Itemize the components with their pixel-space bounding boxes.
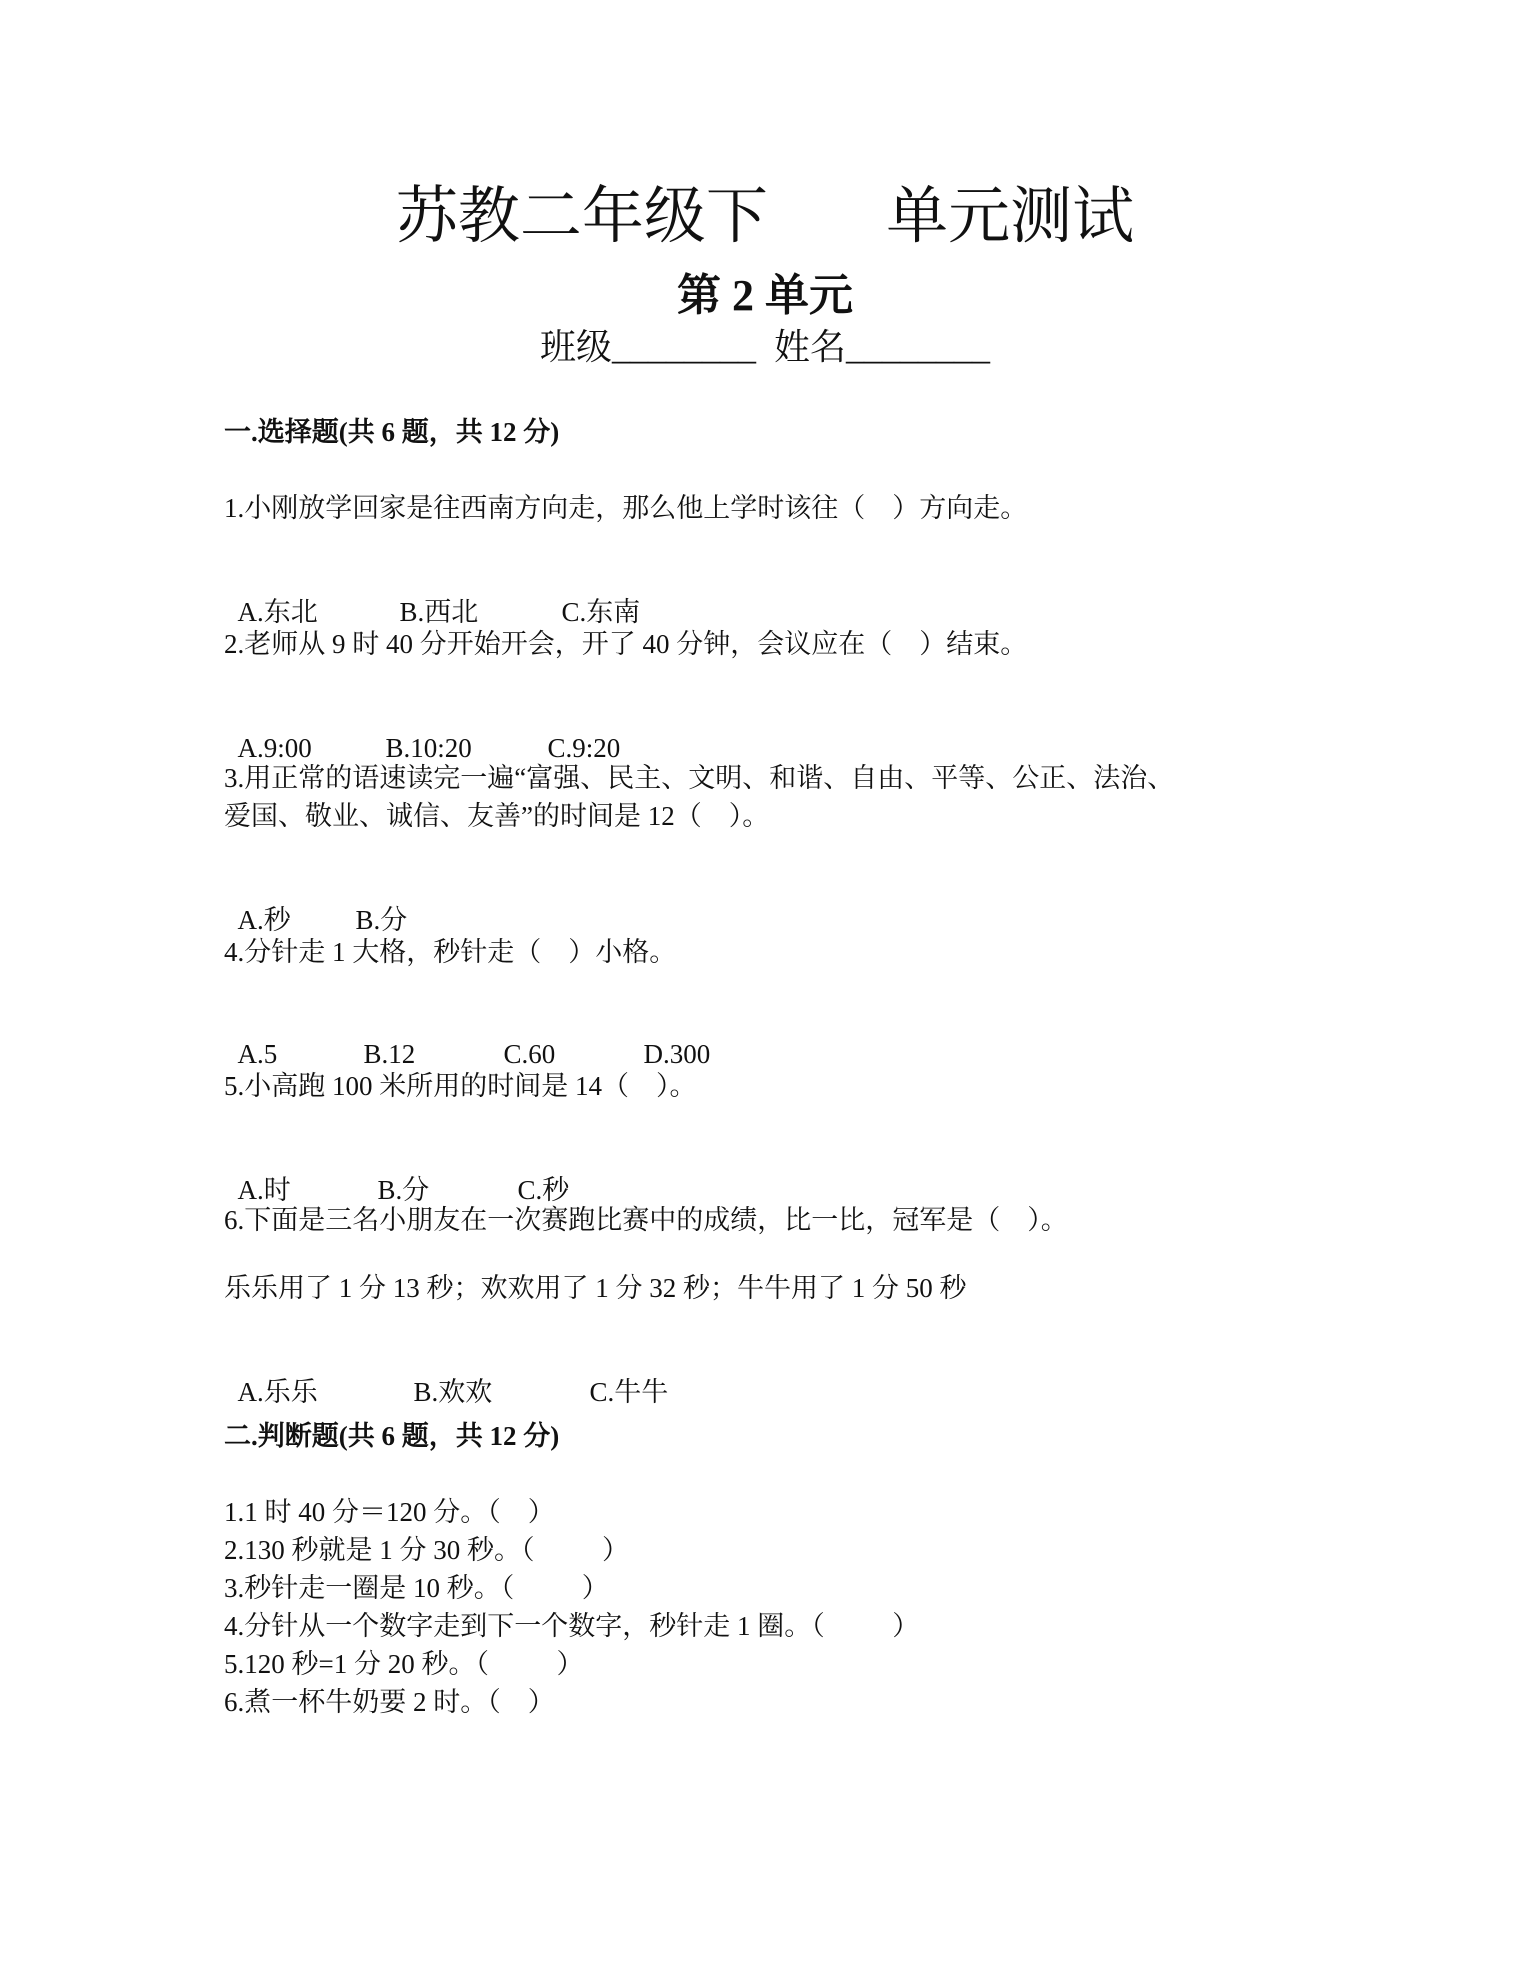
option: C.60 bbox=[503, 1039, 556, 1069]
option: D.300 bbox=[643, 1039, 711, 1069]
option: B.西北 bbox=[399, 597, 479, 627]
option: A.乐乐 bbox=[237, 1377, 318, 1407]
question-3: 3.用正常的语速读完一遍“富强、民主、文明、和谐、自由、平等、公正、法治、 bbox=[224, 763, 1175, 793]
question-1-options bbox=[224, 558, 640, 630]
option: A.9:00 bbox=[237, 733, 312, 763]
option: A.5 bbox=[237, 1039, 278, 1069]
option: C.东南 bbox=[561, 597, 641, 627]
judgement-item: 3.秒针走一圈是 10 秒。（ ） bbox=[224, 1573, 609, 1603]
option: B.分 bbox=[377, 1175, 430, 1205]
question-6: 6.下面是三名小朋友在一次赛跑比赛中的成绩，比一比，冠军是（ ）。 bbox=[224, 1205, 1068, 1235]
judgement-item: 5.120 秒=1 分 20 秒。（ ） bbox=[224, 1649, 584, 1679]
question-5: 5.小高跑 100 米所用的时间是 14（ ）。 bbox=[224, 1071, 697, 1101]
class-name-line: 班级________ 姓名________ bbox=[539, 327, 990, 367]
judgement-item: 6.煮一杯牛奶要 2 时。（ ） bbox=[224, 1687, 555, 1717]
judgement-item: 1.1 时 40 分＝120 分。（ ） bbox=[224, 1497, 555, 1527]
option: C.牛牛 bbox=[589, 1377, 669, 1407]
option: C.秒 bbox=[517, 1175, 570, 1205]
question-1: 1.小刚放学回家是往西南方向走，那么他上学时该往（ ）方向走。 bbox=[224, 493, 1028, 523]
option: A.秒 bbox=[237, 905, 291, 935]
question-3-line-2: 爱国、敬业、诚信、友善”的时间是 12（ ）。 bbox=[224, 801, 770, 831]
option: A.时 bbox=[237, 1175, 291, 1205]
judgement-item: 2.130 秒就是 1 分 30 秒。（ ） bbox=[224, 1535, 629, 1565]
unit-subtitle: 第 2 单元 bbox=[677, 271, 853, 320]
option: B.10:20 bbox=[385, 733, 472, 763]
judgement-item: 4.分针从一个数字走到下一个数字，秒针走 1 圈。（ ） bbox=[224, 1611, 920, 1641]
option: B.欢欢 bbox=[413, 1377, 493, 1407]
question-2-options bbox=[224, 694, 620, 766]
question-6-line-2: 乐乐用了 1 分 13 秒；欢欢用了 1 分 32 秒；牛牛用了 1 分 50 秒 bbox=[224, 1273, 967, 1303]
question-4: 4.分针走 1 大格，秒针走（ ）小格。 bbox=[224, 937, 677, 967]
option: A.东北 bbox=[237, 597, 318, 627]
question-4-options bbox=[224, 1000, 710, 1072]
section-heading-judgement: 二.判断题(共 6 题，共 12 分) bbox=[224, 1421, 560, 1451]
page-title: 苏教二年级下 单元测试 bbox=[395, 179, 1135, 252]
question-2: 2.老师从 9 时 40 分开始开会，开了 40 分钟，会议应在（ ）结束。 bbox=[224, 629, 1028, 659]
option: C.9:20 bbox=[547, 733, 621, 763]
question-3-options bbox=[224, 866, 407, 938]
question-6-options bbox=[224, 1338, 668, 1410]
option: B.12 bbox=[363, 1039, 416, 1069]
option: B.分 bbox=[355, 905, 408, 935]
section-heading-choice: 一.选择题(共 6 题，共 12 分) bbox=[224, 417, 560, 447]
question-5-options bbox=[224, 1136, 569, 1208]
